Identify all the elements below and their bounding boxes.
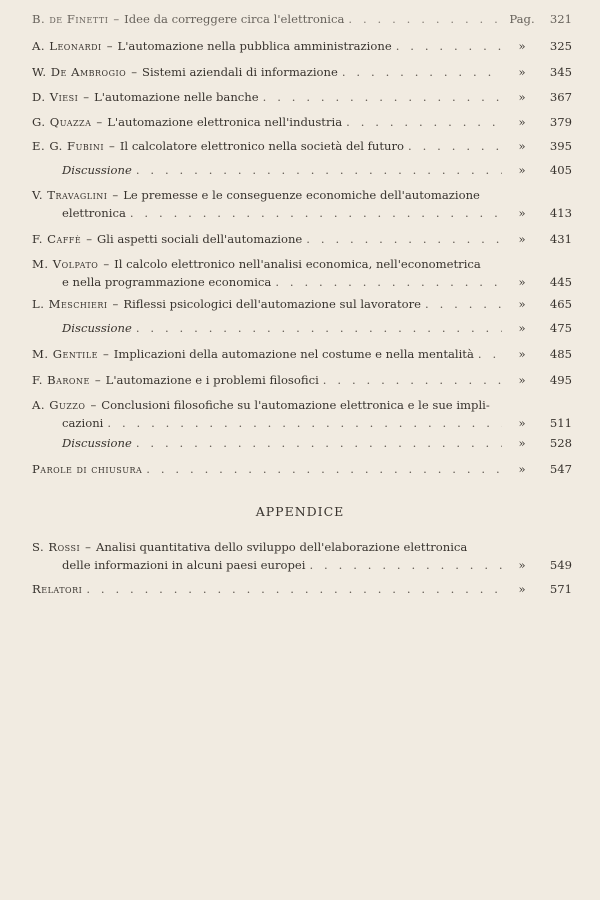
toc-entry [32, 161, 572, 179]
leader-dots [136, 161, 502, 179]
toc-entry: F. Caffè – Gli aspetti sociali dell'automazione . . . » 431 [32, 230, 572, 248]
toc-title: Le premesse e le conseguenze economiche dell'automazione [123, 188, 480, 202]
page-number: 321 [549, 12, 572, 26]
toc-entry [32, 434, 572, 452]
toc-author: A. Guzzo [32, 398, 86, 412]
toc-title: L'automazione elettronica nell'industria [107, 115, 343, 129]
toc-title: Il calcolo elettronico nell'analisi economica, nell'econometrica [114, 257, 481, 271]
toc-entry: V. Travaglini – Le premesse e le conseguenze economiche dell'automazione elettronica . . . » 413 [32, 186, 572, 222]
page-number: 547 [549, 462, 572, 476]
toc-entry: E. G. Fubini – Il calcolatore elettronico nella società del futuro . . . » 395 [32, 137, 572, 155]
toc-entry: A. Guzzo – Conclusioni filosofiche su l'automazione elettronica e le sue impli- cazioni . . . » 511 [32, 396, 572, 432]
page-marker: » [518, 462, 526, 476]
page-number: 571 [549, 582, 572, 596]
leader-dots [309, 556, 502, 574]
toc-author: M. Volpato [32, 257, 99, 271]
toc-entry [32, 460, 572, 478]
page-number: 485 [549, 347, 572, 361]
leader-dots [342, 63, 502, 81]
page-marker: » [518, 90, 526, 104]
page-marker: » [518, 65, 526, 79]
page-number: 325 [549, 39, 572, 53]
page-number: 475 [549, 321, 572, 335]
toc-entry: L. Meschieri – Riflessi psicologici dell'automazione sul lavoratore . . . » 465 [32, 295, 572, 313]
page-marker: » [518, 163, 526, 177]
toc-author: G. Quazza [32, 115, 92, 129]
toc-author: F. Barone [32, 373, 90, 387]
toc-entry: G. Quazza – L'automazione elettronica nell'industria . . . » 379 [32, 113, 572, 131]
leader-dots [478, 345, 502, 363]
toc-entry: M. Volpato – Il calcolo elettronico nell'analisi economica, nell'econometrica e nella programmazione economica . . . » 445 [32, 255, 572, 291]
toc-entry: B. de Finetti – Idee da correggere circa l'elettronica . . . Pag. 321 [32, 10, 572, 28]
page-number: 413 [549, 206, 572, 220]
page-number: 431 [549, 232, 572, 246]
toc-author: F. Caffè [32, 232, 82, 246]
page-number: 395 [549, 139, 572, 153]
page-marker: » [518, 232, 526, 246]
page-number: 528 [549, 436, 572, 450]
toc-title: L'automazione nella pubblica amministrazione [117, 39, 392, 53]
leader-dots [275, 273, 502, 291]
toc-title: Il calcolatore elettronico nella società del futuro [119, 139, 405, 153]
page-number: 511 [549, 416, 572, 430]
toc-author: A. Leonardi [32, 39, 102, 53]
leader-dots [408, 137, 502, 155]
page-marker: » [518, 297, 526, 311]
toc-entry [32, 319, 572, 337]
toc-title: Discussione [62, 163, 132, 177]
leader-dots [130, 204, 502, 222]
page-marker: » [518, 321, 526, 335]
page-number: 465 [549, 297, 572, 311]
leader-dots [323, 371, 502, 389]
leader-dots [348, 10, 502, 28]
leader-dots [425, 295, 502, 313]
toc-author: V. Travaglini [32, 188, 108, 202]
toc-author: B. de Finetti [32, 12, 109, 26]
leader-dots [346, 113, 502, 131]
toc-entry [32, 580, 572, 598]
page-marker: » [518, 373, 526, 387]
toc-title: L'automazione e i problemi filosofici [105, 373, 319, 387]
page-number: 345 [549, 65, 572, 79]
leader-dots [396, 37, 502, 55]
leader-dots [146, 460, 502, 478]
page-marker: » [518, 206, 526, 220]
page-marker: » [518, 558, 526, 572]
leader-dots [136, 434, 502, 452]
toc-title: Discussione [62, 436, 132, 450]
leader-dots [86, 580, 502, 598]
page-number: 405 [549, 163, 572, 177]
toc-title: Relatori [32, 582, 83, 596]
toc-entry: W. De Ambrogio – Sistemi aziendali di informazione . . . » 345 [32, 63, 572, 81]
toc-author: S. Rossi [32, 540, 81, 554]
toc-title: Riflessi psicologici dell'automazione sul lavoratore [123, 297, 421, 311]
page-marker: » [518, 416, 526, 430]
toc-title: Parole di chiusura [32, 462, 143, 476]
page-number: 367 [549, 90, 572, 104]
toc-title: Conclusioni filosofiche su l'automazione elettronica e le sue impli- [101, 398, 490, 412]
toc-title: Analisi quantitativa dello sviluppo dell'elaborazione elettronica [95, 540, 468, 554]
toc-author: W. De Ambrogio [32, 65, 127, 79]
toc-author: D. Viesi [32, 90, 79, 104]
toc-entry: F. Barone – L'automazione e i problemi filosofici . . . » 495 [32, 371, 572, 389]
toc-entry: M. Gentile – Implicazioni della automazione nel costume e nella mentalità . . . » 485 [32, 345, 572, 363]
page-marker: » [518, 347, 526, 361]
toc-author: M. Gentile [32, 347, 98, 361]
page-number: 445 [549, 275, 572, 289]
toc-title: Gli aspetti sociali dell'automazione [97, 232, 303, 246]
toc-author: L. Meschieri [32, 297, 108, 311]
toc-title-cont: delle informazioni in alcuni paesi europei [62, 558, 306, 572]
toc-title-cont: e nella programmazione economica [62, 275, 272, 289]
leader-dots [306, 230, 502, 248]
page-number: 379 [549, 115, 572, 129]
toc-title: Sistemi aziendali di informazione [142, 65, 338, 79]
page-number: 495 [549, 373, 572, 387]
leader-dots [107, 414, 502, 432]
page-marker: Pag. [509, 12, 535, 26]
page-marker: » [518, 39, 526, 53]
leader-dots [263, 88, 502, 106]
page-marker: » [518, 139, 526, 153]
page-marker: » [518, 582, 526, 596]
page-marker: » [518, 436, 526, 450]
appendix-heading: APPENDICE [255, 504, 345, 519]
toc-author: E. G. Fubini [32, 139, 105, 153]
toc-entry: D. Viesi – L'automazione nelle banche . . . » 367 [32, 88, 572, 106]
toc-title: Implicazioni della automazione nel costume e nella mentalità [113, 347, 474, 361]
toc-entry: A. Leonardi – L'automazione nella pubblica amministrazione . . . » 325 [32, 37, 572, 55]
leader-dots [136, 319, 502, 337]
toc-title-cont: elettronica [62, 206, 126, 220]
toc-entry: S. Rossi – Analisi quantitativa dello sviluppo dell'elaborazione elettronica delle informazioni in alcuni paesi europei . . . » 549 [32, 538, 572, 574]
page-marker: » [518, 275, 526, 289]
toc-title-cont: cazioni [62, 416, 104, 430]
page-number: 549 [549, 558, 572, 572]
toc-title: L'automazione nelle banche [94, 90, 259, 104]
page-marker: » [518, 115, 526, 129]
toc-title: Discussione [62, 321, 132, 335]
toc-title: Idee da correggere circa l'elettronica [124, 12, 345, 26]
